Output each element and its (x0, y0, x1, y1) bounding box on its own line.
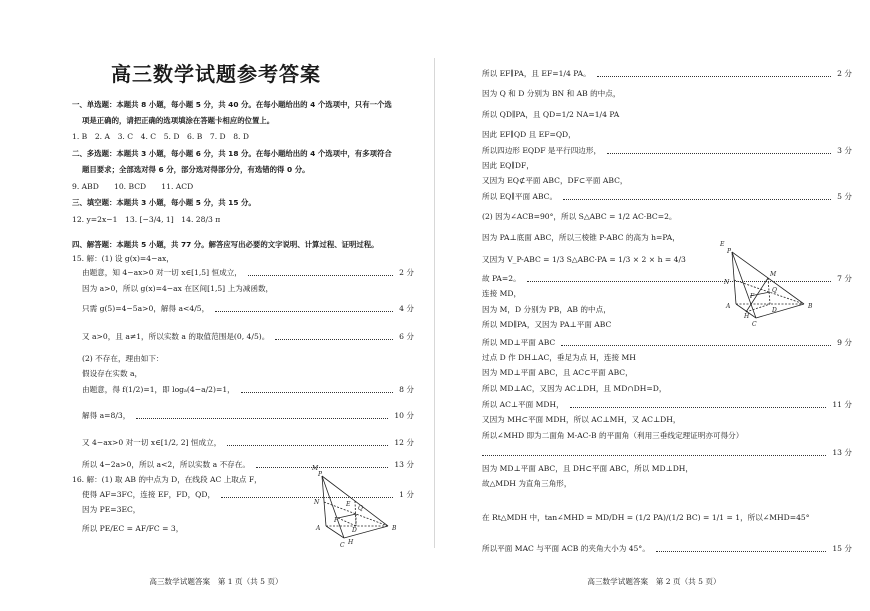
answer-line: 三、填空题：本题共 3 小题，每小题 5 分，共 15 分。 (72, 198, 256, 207)
answer-line: 因为 a>0，所以 g(x)=4−ax 在区间[1,5] 上为减函数， (82, 284, 274, 293)
answer-line: 故 PA=2。 (482, 274, 521, 283)
score-mark: 9 分 (837, 338, 852, 347)
answer-line: 又 4−ax>0 对一切 x∈[1/2, 2] 恒成立， (82, 438, 222, 447)
answer-line: 所以 AC⊥平面 MDH， (482, 400, 564, 409)
answer-line: 所以 MD⊥平面 ABC (482, 338, 556, 347)
leader-dots (215, 311, 393, 312)
score-mark: 5 分 (837, 192, 852, 201)
figure-label: N (314, 499, 320, 506)
page-1-footer: 高三数学试题答案 第 1 页（共 5 页） (149, 577, 283, 586)
leader-dots (563, 199, 831, 200)
figure-label: B (808, 303, 813, 310)
leader-dots (561, 345, 831, 346)
answer-line: 因此 EF∥QD 且 EF=QD， (482, 130, 576, 139)
leader-dots (136, 418, 388, 419)
answer-line: 由题意，知 4−ax>0 对一切 x∈[1,5] 恒成立， (82, 268, 242, 277)
score-mark: 8 分 (399, 385, 414, 394)
leader-dots (597, 76, 831, 77)
answer-line: 因为 M，D 分别为 PB，AB 的中点， (482, 305, 611, 314)
score-mark: 10 分 (394, 411, 414, 420)
figure-label: D (352, 527, 357, 534)
figure-label: C (340, 542, 345, 549)
answer-line: 1. B 2. A 3. C 4. C 5. D 6. B 7. D 8. D (72, 132, 249, 141)
answer-line: 所以 EQ∥平面 ABC。 (482, 192, 558, 201)
answer-line: 因为 PA⊥底面 ABC，所以三棱锥 P-ABC 的高为 h=PA， (482, 233, 680, 242)
answer-line: 题目要求；全部选对得 6 分，部分选对得部分分，有选错的得 0 分。 (82, 165, 310, 174)
score-mark: 2 分 (837, 69, 852, 78)
answer-line: (2) 不存在，理由如下： (82, 354, 164, 363)
figure-label: M (312, 465, 319, 472)
pyramid-figure-page-1 (312, 465, 404, 549)
score-mark: 12 分 (394, 438, 414, 447)
answer-line: 二、多选题：本题共 3 小题，每小题 6 分，共 18 分。在每小题给出的 4 个选项中，有多项符合 (72, 149, 392, 158)
score-mark: 13 分 (832, 448, 852, 457)
leader-dots (607, 153, 831, 154)
answer-line: 连接 MD， (482, 289, 522, 298)
answer-line: 一、单选题：本题共 8 小题，每小题 5 分，共 40 分。在每小题给出的 4 个选项中，只有一个选 (72, 100, 392, 109)
answer-line: 因为 MD⊥平面 ABC，且 AC⊂平面 ABC， (482, 368, 633, 377)
score-mark: 1 分 (399, 490, 414, 499)
figure-label: M (770, 271, 777, 278)
answer-line: 使得 AF=3FC，连接 EF，FD，QD， (82, 490, 216, 499)
answer-line: 过点 D 作 DH⊥AC，垂足为点 H，连接 MH (482, 353, 636, 362)
answer-line: 所以四边形 EQDF 是平行四边形， (482, 146, 602, 155)
figure-label: C (752, 321, 757, 328)
answer-line: 15. 解：(1) 设 g(x)=4−ax， (72, 254, 174, 263)
answer-line: 因此 EQ∥DF， (482, 161, 534, 170)
leader-dots (241, 392, 393, 393)
answer-line: 所以平面 MAC 与平面 ACB 的夹角大小为 45°。 (482, 544, 650, 553)
answer-line: 所以 EF∥PA，且 EF=1/4 PA。 (482, 69, 591, 78)
answer-line: 只需 g(5)=4−5a>0，解得 a<4/5， (82, 304, 210, 313)
leader-dots (248, 275, 393, 276)
answer-line: 所以 QD∥PA，且 QD=1/2 NA=1/4 PA (482, 110, 620, 119)
figure-label: N (724, 279, 730, 286)
figure-label: H (348, 539, 354, 546)
answer-line: 所以∠MHD 即为二面角 M-AC-B 的平面角（利用三垂线定理证明亦可得分） (482, 431, 744, 440)
score-mark: 6 分 (399, 332, 414, 341)
answer-line: 又因为 V_P-ABC = 1/3 S△ABC·PA = 1/3 × 2 × h = 4/3 (482, 255, 686, 264)
score-mark: 11 分 (832, 400, 852, 409)
leader-dots (275, 339, 393, 340)
figure-label: E (720, 241, 725, 248)
leader-dots (256, 467, 388, 468)
answer-line: 又 a>0，且 a≠1，所以实数 a 的取值范围是(0, 4/5)。 (82, 332, 270, 341)
figure-label: E (346, 501, 351, 508)
answer-line: (2) 因为∠ACB=90°，所以 S△ABC = 1/2 AC·BC=2。 (482, 212, 677, 221)
answer-line: 所以 MD⊥AC，又因为 AC⊥DH，且 MD∩DH=D， (482, 384, 667, 393)
answer-line: 所以 4−2a>0，所以 a<2，所以实数 a 不存在。 (82, 460, 250, 469)
leader-dots (570, 407, 827, 408)
page-title: 高三数学试题参考答案 (111, 62, 321, 86)
answer-line: 因为 PE=3EC， (82, 505, 141, 514)
figure-label: A (726, 303, 731, 310)
page-1 (0, 0, 432, 611)
answer-line: 故△MDH 为直角三角形， (482, 479, 572, 488)
page-divider (434, 58, 435, 548)
answer-line: 又因为 MH⊂平面 MDH，所以 AC⊥MH，又 AC⊥DH， (482, 415, 681, 424)
figure-label: P (727, 248, 732, 255)
answer-line: 由题意，得 f(1/2)=1，即 logₐ(4−a/2)=1， (82, 385, 235, 394)
page-2-footer: 高三数学试题答案 第 2 页（共 5 页） (587, 577, 721, 586)
answer-line: 假设存在实数 a， (82, 369, 143, 378)
answer-line: 所以 MD∥PA，又因为 PA⊥平面 ABC (482, 320, 612, 329)
answer-line: 又因为 EQ⊄平面 ABC，DF⊂平面 ABC， (482, 176, 628, 185)
answer-line: 在 Rt△MDH 中，tan∠MHD = MD/DH = (1/2 PA)/(1/2 BC) = 1/1 = 1，所以∠MHD=45° (482, 513, 810, 522)
answer-line: 因为 MD⊥平面 ABC，且 DH⊂平面 ABC，所以 MD⊥DH， (482, 464, 694, 473)
figure-label: Q (358, 505, 363, 512)
answer-line: 因为 Q 和 D 分别为 BN 和 AB 的中点， (482, 89, 621, 98)
figure-label: B (392, 525, 397, 532)
leader-dots (482, 455, 826, 456)
answer-line: 9. ABD 10. BCD 11. ACD (72, 182, 194, 191)
answer-line: 所以 PE/EC = AF/FC = 3， (82, 524, 184, 533)
score-mark: 13 分 (394, 460, 414, 469)
page-2 (438, 0, 870, 611)
score-mark: 15 分 (832, 544, 852, 553)
pyramid-figure-page-2 (720, 241, 818, 328)
score-mark: 2 分 (399, 268, 414, 277)
figure-label: P (318, 471, 323, 478)
answer-line: 项是正确的，请把正确的选项填涂在答题卡相应的位置上。 (82, 116, 275, 125)
leader-dots (656, 551, 827, 552)
answer-line: 四、解答题：本题共 5 小题，共 77 分。解答应写出必要的文字说明、计算过程、证明过程。 (72, 240, 379, 249)
score-mark: 3 分 (837, 146, 852, 155)
answer-line: 解得 a=8/3， (82, 411, 131, 420)
figure-label: A (316, 525, 321, 532)
figure-label: F (334, 517, 339, 524)
answer-line: 12. y=2x−1 13. [−3/4, 1] 14. 28/3 π (72, 215, 221, 224)
figure-label: F (750, 293, 755, 300)
figure-label: H (744, 313, 750, 320)
figure-label: D (772, 307, 777, 314)
score-mark: 7 分 (837, 274, 852, 283)
score-mark: 4 分 (399, 304, 414, 313)
figure-label: Q (772, 287, 777, 294)
leader-dots (227, 445, 388, 446)
answer-line: 16. 解：(1) 取 AB 的中点为 D，在线段 AC 上取点 F， (72, 475, 262, 484)
